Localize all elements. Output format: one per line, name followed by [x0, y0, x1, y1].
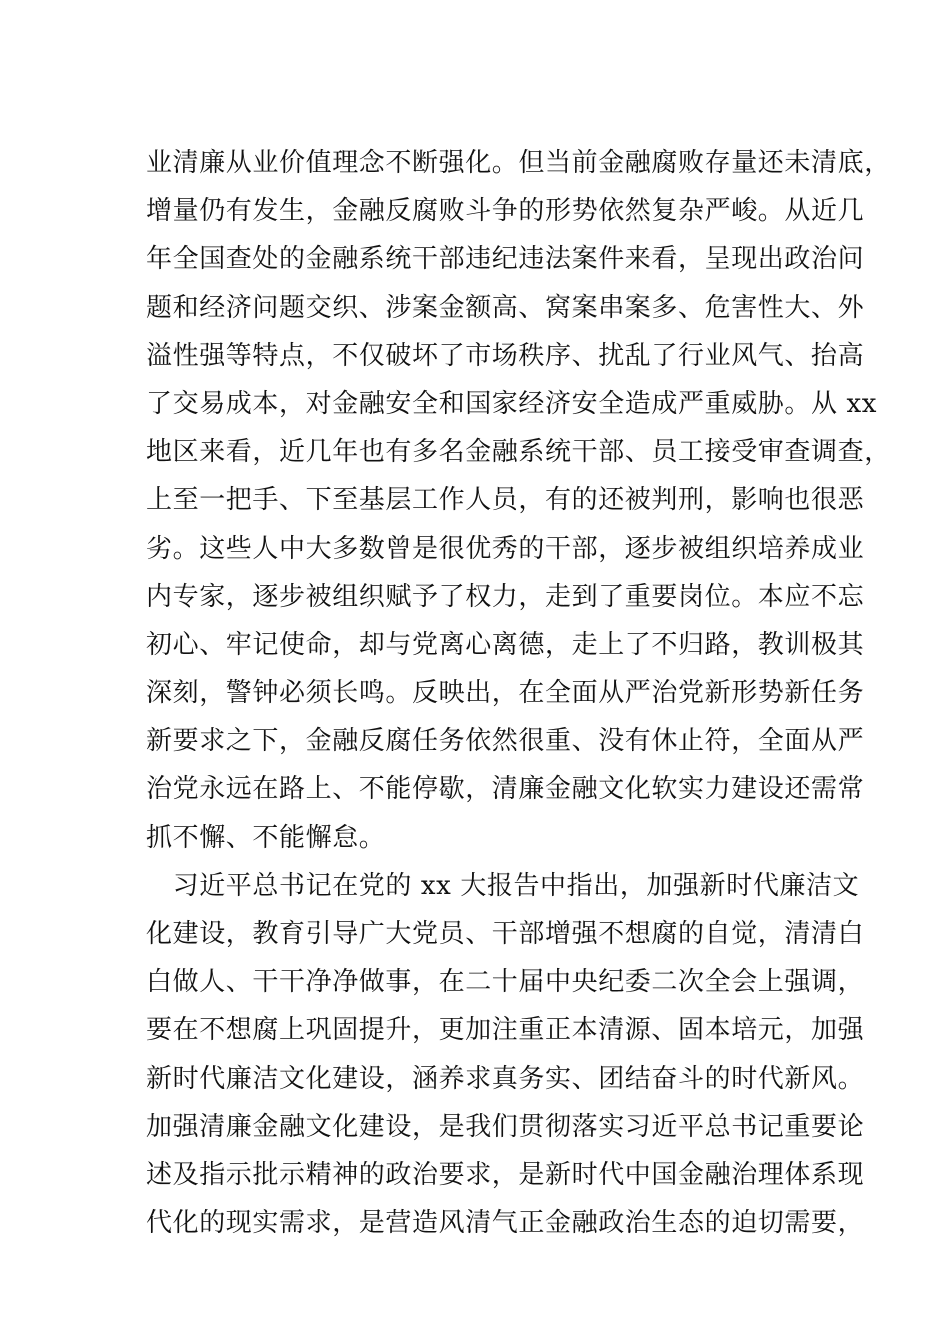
text-line: 年全国查处的金融系统干部违纪违法案件来看，呈现出政治问 — [146, 244, 865, 275]
text-line: 溢性强等特点，不仅破坏了市场秩序、扰乱了行业风气、抬高 — [146, 340, 865, 371]
text-line: 习近平总书记在党的 xx 大报告中指出，加强新时代廉洁文 — [146, 870, 860, 901]
text-line: 代化的现实需求，是营造风清气正金融政治生态的迫切需要， — [146, 1208, 865, 1239]
text-line: 上至一把手、下至基层工作人员，有的还被判刑，影响也很恶 — [146, 485, 865, 516]
text-line: 深刻，警钟必须长鸣。反映出，在全面从严治党新形势新任务 — [146, 678, 865, 709]
text-line: 新要求之下，金融反腐任务依然很重、没有休止符，全面从严 — [146, 726, 865, 757]
text-line: 述及指示批示精神的政治要求，是新时代中国金融治理体系现 — [146, 1159, 865, 1190]
text-line: 初心、牢记使命，却与党离心离德，走上了不归路，教训极其 — [146, 629, 865, 660]
text-line: 白做人、干干净净做事，在二十届中央纪委二次全会上强调， — [146, 967, 865, 998]
text-line: 化建设，教育引导广大党员、干部增强不想腐的自觉，清清白 — [146, 919, 865, 949]
text-line: 加强清廉金融文化建设，是我们贯彻落实习近平总书记重要论 — [146, 1111, 865, 1142]
text-line: 了交易成本，对金融安全和国家经济安全造成严重威胁。从 xx — [146, 388, 877, 419]
text-line: 业清廉从业价值理念不断强化。但当前金融腐败存量还未清底， — [146, 148, 891, 178]
body-text — [146, 139, 891, 1247]
text-line: 抓不懈、不能懈怠。 — [146, 822, 386, 853]
text-line: 内专家，逐步被组织赋予了权力，走到了重要岗位。本应不忘 — [146, 581, 865, 612]
text-line: 治党永远在路上、不能停歇，清廉金融文化软实力建设还需常 — [146, 774, 865, 805]
text-line: 增量仍有发生，金融反腐败斗争的形势依然复杂严峻。从近几 — [146, 196, 865, 227]
text-line: 劣。这些人中大多数曾是很优秀的干部，逐步被组织培养成业 — [146, 533, 865, 564]
text-line: 题和经济问题交织、涉案金额高、窝案串案多、危害性大、外 — [146, 292, 865, 323]
text-line: 要在不想腐上巩固提升，更加注重正本清源、固本培元，加强 — [146, 1015, 865, 1046]
text-line: 地区来看，近几年也有多名金融系统干部、员工接受审查调查， — [146, 437, 891, 468]
text-line: 新时代廉洁文化建设，涵养求真务实、团结奋斗的时代新风。 — [146, 1063, 865, 1094]
